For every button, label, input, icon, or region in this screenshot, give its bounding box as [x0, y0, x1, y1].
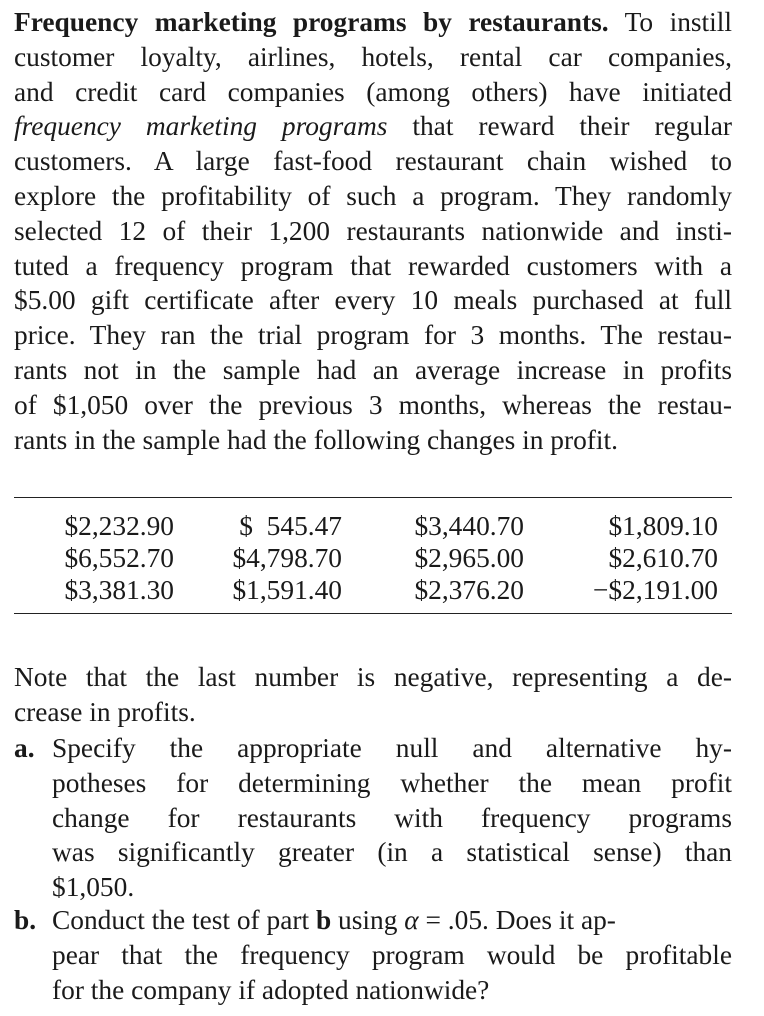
table-column: [218, 510, 342, 606]
intro-line: rants in the sample had the following changes in profit.: [14, 424, 618, 455]
table-column: [40, 510, 174, 606]
intro-paragraph: [14, 5, 732, 457]
table-cell: $4,798.70: [232, 543, 342, 573]
note-line: crease in profits.: [14, 696, 196, 727]
part-b-line: for the company if adopted nationwide?: [52, 974, 490, 1005]
intro-text: that reward their regular: [387, 111, 733, 142]
table-column: [560, 510, 718, 606]
part-a-line: Specify the appropriate null and alternative hy-: [52, 733, 732, 763]
table-column: [398, 510, 524, 606]
intro-line: [14, 5, 732, 40]
part-a-line: was significantly greater (in a statistical sense) than: [52, 837, 732, 868]
part-a-line: change for restaurants with frequency programs: [52, 802, 732, 833]
table-cell: $3,381.30: [64, 575, 174, 605]
intro-line: [14, 109, 732, 144]
part-reference: b: [315, 905, 332, 935]
table-cell: $6,552.70: [64, 543, 174, 573]
part-a-marker: a.: [14, 733, 35, 763]
intro-text: To instill: [608, 7, 732, 37]
intro-line: price. They ran the trial program for 3 months. The restau-: [14, 320, 732, 351]
table-cell: $1,809.10: [608, 511, 718, 541]
intro-line: customer loyalty, airlines, hotels, rental car companies,: [14, 41, 732, 72]
intro-line: rants not in the sample had an average increase in profits: [14, 354, 732, 385]
note-line: Note that the last number is negative, representing a de-: [14, 662, 732, 692]
italic-term: frequency marketing programs: [14, 111, 388, 142]
exercise-title: Frequency marketing programs by restaurants.: [14, 7, 609, 37]
table-cell: $2,610.70: [608, 543, 718, 573]
intro-line: customers. A large fast-food restaurant chain wished to: [14, 146, 732, 177]
intro-line: selected 12 of their 1,200 restaurants nationwide and insti-: [14, 215, 732, 246]
part-b-text: using: [331, 905, 405, 935]
intro-line: of $1,050 over the previous 3 months, whereas the restau-: [14, 389, 732, 420]
part-a-line: $1,050.: [52, 872, 135, 903]
table-cell: $3,440.70: [414, 511, 524, 541]
part-b-line: [52, 903, 732, 938]
table-cell: $2,232.90: [64, 511, 174, 541]
intro-line: explore the profitability of such a program. They randomly: [14, 180, 732, 211]
note-paragraph: [14, 660, 732, 730]
table-top-rule: [14, 497, 732, 498]
intro-line: tuted a frequency program that rewarded customers with a: [14, 250, 732, 281]
table-cell: $ 545.47: [239, 511, 342, 541]
intro-line: and credit card companies (among others) have initiated: [14, 76, 732, 107]
table-cell: −$2,191.00: [592, 575, 718, 605]
part-b-text: Conduct the test of part: [52, 905, 316, 935]
alpha-symbol: α: [404, 905, 419, 935]
table-cell: $2,376.20: [414, 575, 524, 605]
part-b-line: pear that the frequency program would be profitable: [52, 939, 732, 970]
part-a-body: [52, 731, 732, 905]
part-a-line: potheses for determining whether the mean profit: [52, 767, 732, 798]
part-b-body: [52, 903, 732, 1007]
table-cell: $1,591.40: [232, 575, 342, 605]
table-bottom-rule: [14, 613, 732, 614]
intro-line: $5.00 gift certificate after every 10 meals purchased at full: [14, 285, 732, 316]
table-cell: $2,965.00: [414, 543, 524, 573]
part-b-marker: b.: [14, 905, 37, 935]
part-b-text: = .05. Does it ap-: [418, 905, 616, 935]
